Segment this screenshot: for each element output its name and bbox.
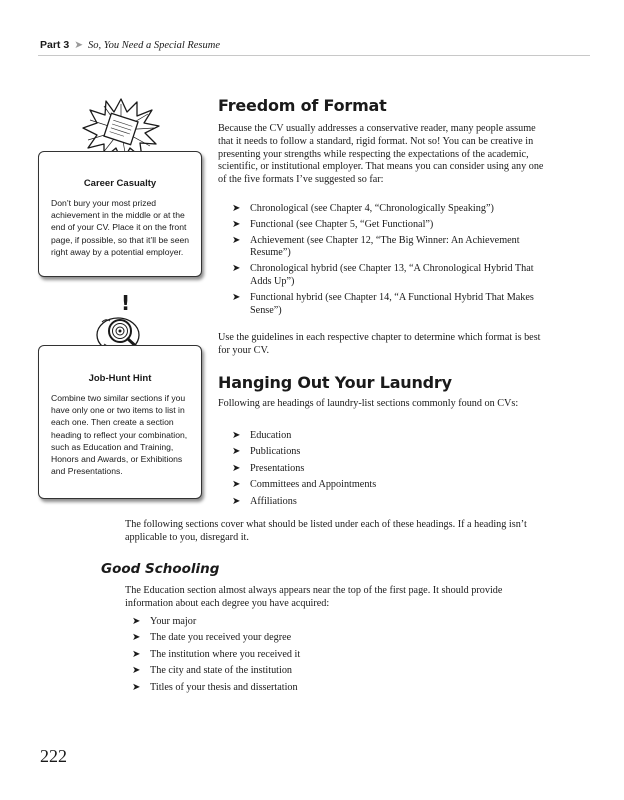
freedom-list	[232, 203, 552, 317]
schooling-intro: The Education section almost always appears near the top of the first page. It should provide information about each degree you have acquired:	[125, 585, 503, 609]
list-item: ➤ Presentations	[232, 462, 305, 474]
arrow-bullet-icon: ➤	[232, 479, 241, 491]
freedom-intro: Because the CV usually addresses a conservative reader, many people assume that it needs to follow a standard, rigid format. Not so! You can be creative in presenting your strengths while respecting the expectations of the academic, scientific, or institutional employer. That means you can consider using any one of the five formats I’ve suggested so far:	[218, 123, 544, 186]
freedom-outro: Use the guidelines in each respective chapter to determine which format is best for your CV.	[218, 332, 541, 356]
part-title: So, You Need a Special Resume	[88, 40, 221, 51]
laundry-intro: Following are headings of laundry-list sections commonly found on CVs:	[218, 398, 519, 409]
list-item: ➤ The institution where you received it	[132, 648, 301, 660]
arrow-bullet-icon: ➤	[232, 203, 241, 214]
list-item: ➤ Functional (see Chapter 5, “Get Functional”)	[232, 218, 434, 230]
arrow-bullet-icon: ➤	[132, 665, 141, 677]
list-item: ➤ The city and state of the institution	[132, 665, 293, 677]
laundry-heading: Hanging Out Your Laundry	[218, 373, 452, 392]
list-item: ➤ Achievement (see Chapter 12, “The Big Winner: An Achievement Resume”)	[232, 234, 520, 259]
arrow-bullet-icon: ➤	[232, 263, 241, 275]
job-hunt-hint-title: Job-Hunt Hint	[88, 373, 152, 384]
job-hunt-hint-box	[38, 345, 202, 499]
list-item: ➤ Chronological (see Chapter 4, “Chronologically Speaking”)	[232, 203, 494, 214]
arrow-bullet-icon: ➤	[132, 632, 141, 644]
arrow-bullet-icon: ➤	[232, 291, 241, 303]
career-casualty-box	[38, 151, 202, 277]
list-item: ➤ The date you received your degree	[132, 632, 292, 644]
career-casualty-title: Career Casualty	[83, 178, 157, 189]
arrow-bullet-icon: ➤	[232, 462, 241, 474]
laundry-list	[232, 430, 532, 508]
list-item: ➤ Publications	[232, 446, 301, 458]
part-label: Part 3	[40, 39, 70, 51]
list-item: ➤ Affiliations	[232, 495, 297, 507]
list-item: ➤ Committees and Appointments	[232, 479, 377, 491]
list-item: ➤ Your major	[132, 616, 197, 627]
arrow-bullet-icon: ➤	[132, 648, 141, 660]
arrow-bullet-icon: ➤	[232, 430, 241, 441]
header-divider	[38, 55, 590, 56]
arrow-icon: ➤	[74, 39, 83, 51]
freedom-heading: Freedom of Format	[218, 96, 387, 115]
arrow-bullet-icon: ➤	[232, 446, 241, 458]
arrow-bullet-icon: ➤	[132, 616, 141, 627]
list-item: ➤ Functional hybrid (see Chapter 14, “A Functional Hybrid That Makes Sense”)	[232, 291, 534, 316]
following-paragraph: The following sections cover what should be listed under each of these headings. If a heading isn’t applicable to you, disregard it.	[125, 519, 527, 543]
schooling-list	[132, 616, 532, 694]
running-header	[40, 39, 220, 51]
schooling-heading: Good Schooling	[101, 561, 220, 577]
page-number: 222	[40, 746, 67, 766]
list-item: ➤ Education	[232, 430, 292, 441]
arrow-bullet-icon: ➤	[132, 681, 141, 693]
svg-text:!: !	[121, 291, 131, 315]
arrow-bullet-icon: ➤	[232, 218, 241, 230]
list-item: ➤ Chronological hybrid (see Chapter 13, “A Chronological Hybrid That Adds Up”)	[232, 263, 534, 287]
arrow-bullet-icon: ➤	[232, 495, 241, 507]
career-casualty-body: Don’t bury your most prized achievement in the middle or at the end of your CV. Place it on the front page, if possible, so that it’ll be seen right away by a potential employer.	[51, 198, 190, 257]
job-hunt-hint-body: Combine two similar sections if you have only one or two items to list in each one. Then create a section heading to reflect your combination, such as Education and Training, Honors and Awards, or Exhibitions and Presentations.	[51, 393, 188, 477]
list-item: ➤ Titles of your thesis and dissertation	[132, 681, 298, 693]
arrow-bullet-icon: ➤	[232, 234, 241, 246]
